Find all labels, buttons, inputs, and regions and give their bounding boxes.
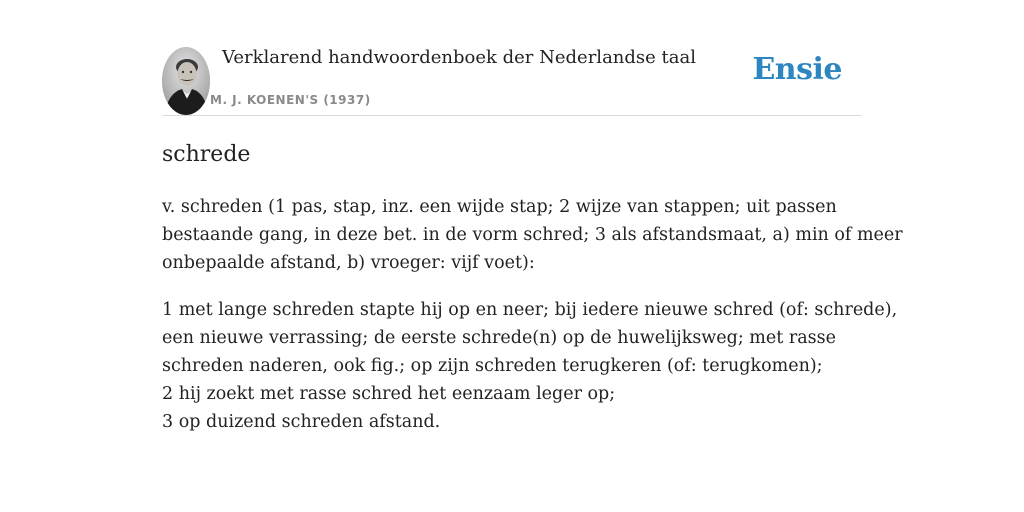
example-line: 1 met lange schreden stapte hij op en neer; bij iedere nieuwe schred (of: schrede), xyxy=(162,300,898,320)
entry-headword: schrede xyxy=(162,142,251,167)
ensie-logo-link[interactable]: Ensie xyxy=(752,52,842,87)
entry-examples xyxy=(162,296,898,436)
definition-line: onbepaalde afstand, b) vroeger: vijf voet): xyxy=(162,253,535,273)
example-line: schreden naderen, ook fig.; op zijn schreden terugkeren (of: terugkomen); xyxy=(162,356,823,376)
dictionary-subtitle: M. J. KOENEN'S (1937) xyxy=(210,93,371,107)
dictionary-title: Verklarend handwoordenboek der Nederlandse taal xyxy=(222,47,696,68)
dictionary-header xyxy=(162,44,862,116)
example-line: een nieuwe verrassing; de eerste schrede(n) op de huwelijksweg; met rasse xyxy=(162,328,836,348)
entry-definition xyxy=(162,193,903,277)
portrait-photo-icon xyxy=(162,47,210,115)
example-line: 2 hij zoekt met rasse schred het eenzaam leger op; xyxy=(162,384,616,404)
definition-line: bestaande gang, in deze bet. in de vorm schred; 3 als afstandsmaat, a) min of meer xyxy=(162,225,903,245)
page xyxy=(162,0,903,436)
definition-line: v. schreden (1 pas, stap, inz. een wijde stap; 2 wijze van stappen; uit passen xyxy=(162,197,837,217)
example-line: 3 op duizend schreden afstand. xyxy=(162,412,441,432)
